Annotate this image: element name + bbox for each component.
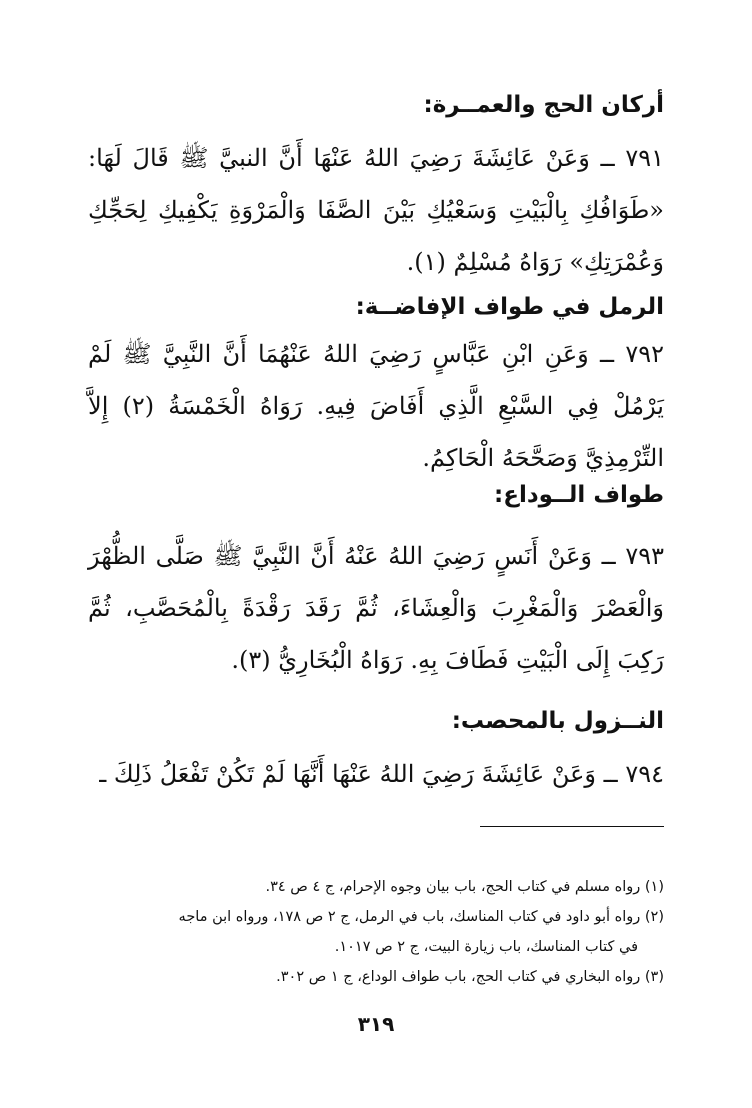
section-heading-nuzul: النــزول بالمحصب: — [451, 708, 664, 734]
page-number: ٣١٩ — [357, 1012, 395, 1036]
section-heading-arkan: أركان الحج والعمــرة: — [423, 92, 664, 118]
footnote-3: (٣) رواه البخاري في كتاب الحج، باب طواف الوداع، ج ١ ص ٣٠٢. — [276, 969, 664, 985]
section-heading-wada: طواف الــوداع: — [494, 482, 664, 508]
hadith-791: ٧٩١ ــ وَعَنْ عَائِشَةَ رَضِيَ اللهُ عَنْهَا أَنَّ النبيَّ ﷺ قَالَ لَهَا: «طَوَافُكِ بِالْبَيْتِ وَسَعْيُكِ بَيْنَ الصَّفَا وَالْمَرْوَةِ يَكْفِيكِ لِحَجِّكِ وَعُمْرَتِكِ» رَوَاهُ مُسْلِمٌ (١). — [88, 144, 664, 276]
footnote-divider — [480, 826, 664, 827]
hadith-793: ٧٩٣ ــ وَعَنْ أَنَسٍ رَضِيَ اللهُ عَنْهُ أَنَّ النَّبِيَّ ﷺ صَلَّى الظُّهْرَ وَالْعَصْرَ وَالْمَغْرِبَ وَالْعِشَاءَ، ثُمَّ رَقَدَ رَقْدَةً بِالْمُحَصَّبِ، ثُمَّ رَكِبَ إِلَى الْبَيْتِ فَطَافَ بِهِ. رَوَاهُ الْبُخَارِيُّ (٣). — [88, 542, 664, 674]
footnote-2: (٢) رواه أبو داود في كتاب المناسك، باب في الرمل، ج ٢ ص ١٧٨، ورواه ابن ماجه — [178, 909, 664, 925]
section-heading-raml: الرمل في طواف الإفاضــة: — [355, 294, 664, 320]
footnote-1: (١) رواه مسلم في كتاب الحج، باب بيان وجوه الإحرام، ج ٤ ص ٣٤. — [265, 879, 664, 895]
hadith-792: ٧٩٢ ــ وَعَنِ ابْنِ عَبَّاسٍ رَضِيَ اللهُ عَنْهُمَا أَنَّ النَّبِيَّ ﷺ لَمْ يَرْمُلْ فِي السَّبْعِ الَّذِي أَفَاضَ فِيهِ. رَوَاهُ الْخَمْسَةُ (٢) إِلاَّ التِّرْمِذِيَّ وَصَحَّحَهُ الْحَاكِمُ. — [88, 340, 664, 472]
footnote-2-continued: في كتاب المناسك، باب زيارة البيت، ج ٢ ص ١٠١٧. — [334, 939, 638, 955]
hadith-794: ٧٩٤ ــ وَعَنْ عَائِشَةَ رَضِيَ اللهُ عَنْهَا أَنَّهَا لَمْ تَكُنْ تَفْعَلُ ذَلِكَ ـ — [99, 760, 664, 788]
